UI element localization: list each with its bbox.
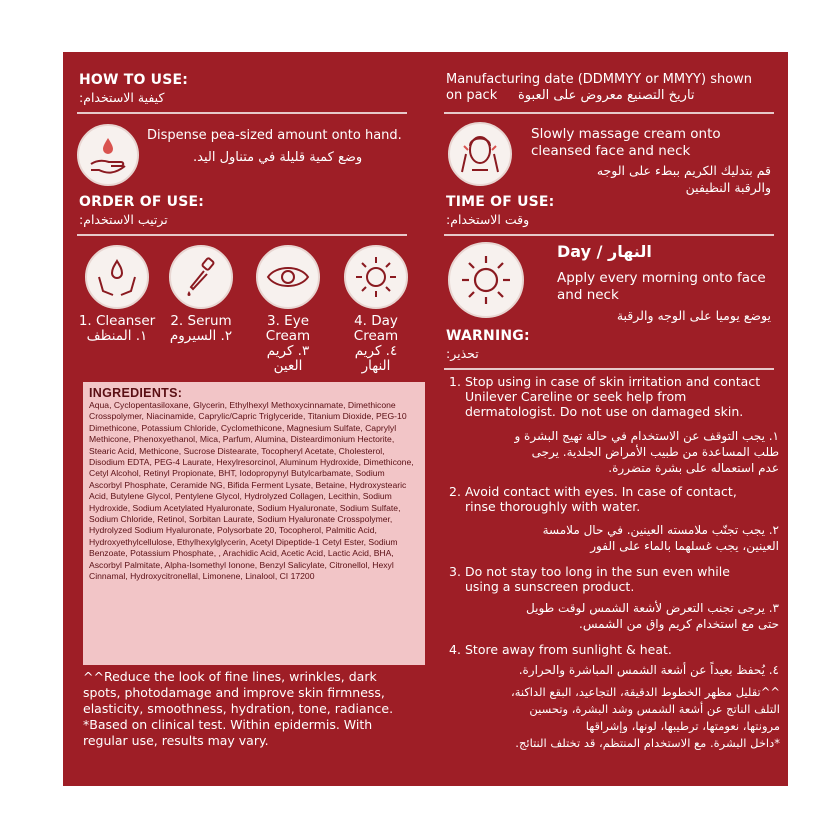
order-of-use-title-ar: ترتيب الاستخدام: — [79, 212, 168, 227]
warning-item-2-ar — [449, 522, 779, 554]
cleanser-hands-icon — [85, 245, 149, 309]
massage-line-1: Slowly massage cream onto — [531, 126, 721, 142]
manufacturing-date-ar: تاريخ التصنيع معروض على العبوة — [518, 88, 695, 103]
divider — [77, 234, 407, 236]
claims-line-5: regular use, results may vary. — [83, 733, 269, 748]
warning-item-3-ar — [449, 600, 779, 632]
massage-ar-line-2: والرقبة النظيفين — [685, 180, 771, 195]
warning-item-2-ar-line-2: العينين، يجب غسلهما بالماء على الفور — [590, 539, 779, 553]
claims-line-2: spots, photodamage and improve skin firmness, — [83, 685, 385, 700]
apply-line-1: Apply every morning onto face — [557, 270, 766, 286]
apply-text-ar: يوضع يوميا على الوجه والرقبة — [616, 308, 771, 323]
apply-text — [557, 270, 766, 304]
claims-text-ar — [446, 684, 780, 752]
warning-item-1-ar — [449, 428, 779, 476]
warning-item-3-ar-line-2: حتى مع استخدام كريم واق من الشمس. — [579, 617, 779, 631]
warning-title-ar: تحذير: — [446, 346, 479, 361]
ingredients-list: Aqua, Cyclopentasiloxane, Glycerin, Ethylhexyl Methoxycinnamate, Dimethicone Crosspolymer, Niacinamide, Caprylic/Capric Triglyceride, Titanium Dioxide, PEG-10 Dimethicone, Potassium Chloride, Cyclomethicone, Magnesium Sulfate, Caprylyl Methicone, Phenoxyethanol, Mica, Parfum, Alumina, Disteardimonium Hectorite, Stearic Acid, Methicone, Sucrose Distearate, Tocopheryl Acetate, Cholesterol, Disodium EDTA, PEG-4 Laurate, Hexylresorcinol, Aluminum Hydroxide, Dimethicone, Cetyl Alcohol, Retinyl Propionate, BHT, Iodopropynyl Butylcarbamate, Sodium Ascorbyl Phosphate, Ceramide NG, Bifida Ferment Lysate, Betaine, Hydroxystearic Acid, Butylene Glycol, Pentylene Glycol, Hydrolyzed Collagen, Lecithin, Sodium Hydroxide, Sodium Acetylated Hyaluronate, Sodium Hyaluronate, Sodium Sulfate, Sodium Chloride, Retinol, Sorbitan Laurate, Sodium Hyaluronate Crosspolymer, Hydrolyzed Sodium Hyaluronate, Polysorbate 20, Tocopherol, Palmitic Acid, Hydroxyethylcellulose, Ethylhexylglycerin, Acetyl Dipeptide-1 Cetyl Ester, Sodium Benzoate, Potassium Phosphate, , Arachidic Acid, Acetic Acid, Lactic Acid, BHA, Ascorbyl Palmitate, Alpha-Isomethyl Ionone, Benzyl Salicylate, Citronellol, Hexyl Cinnamal, Hydroxycitronellal, Limonene, Linalool, CI 17200 — [89, 400, 414, 582]
step-day-cream-ar1: ٤. كريم — [354, 343, 398, 359]
warning-item-4 — [449, 642, 779, 658]
claims-ar-line-3: مرونتها، نعومتها، ترطيبها، لونها، وإشراقها — [585, 719, 780, 733]
step-serum-en: 2. Serum — [170, 313, 232, 329]
time-of-use-title: TIME OF USE: — [446, 194, 555, 210]
claims-ar-line-4: *داخل البشرة. مع الاستخدام المنتظم، قد تختلف النتائج. — [515, 736, 780, 750]
warning-item-3 — [449, 564, 779, 596]
dispense-text: Dispense pea-sized amount onto hand. — [147, 128, 402, 143]
ingredients-title: INGREDIENTS: — [89, 386, 183, 400]
eye-icon — [256, 245, 320, 309]
warning-title: WARNING: — [446, 328, 530, 344]
warning-item-1-line-2: Unilever Careline or seek help from — [465, 389, 687, 404]
warning-item-4-line-1: Store away from sunlight & heat. — [465, 642, 672, 657]
step-day-cream-en2: Cream — [353, 328, 399, 344]
massage-text-ar — [531, 162, 771, 196]
claims-line-4: *Based on clinical test. Within epidermis. With — [83, 717, 373, 732]
warning-item-4-en — [465, 642, 672, 657]
massage-line-2: cleansed face and neck — [531, 143, 691, 159]
warning-item-1-ar-line-3: عدم استعماله على بشرة متضررة. — [608, 461, 779, 475]
order-of-use-title: ORDER OF USE: — [79, 194, 205, 210]
warning-item-2 — [449, 484, 779, 516]
manufacturing-date-text: Manufacturing date (DDMMYY or MMYY) shown — [446, 72, 753, 87]
step-day-cream-en1: 4. Day — [354, 313, 398, 329]
warning-item-2-num: 2. — [449, 484, 461, 499]
warning-item-2-ar-line-1: ٢. يجب تجنّب ملامسته العينين. في حال ملامسة — [542, 523, 779, 537]
warning-item-1-num: 1. — [449, 374, 461, 389]
day-sun-icon — [448, 242, 524, 318]
warning-item-1 — [449, 374, 779, 422]
step-cleanser-en: 1. Cleanser — [78, 313, 156, 329]
warning-item-3-en — [465, 564, 730, 594]
divider — [444, 368, 774, 370]
claims-ar-line-2: التلف الناتج عن أشعة الشمس وشد البشرة، وتحسين — [529, 702, 780, 716]
how-to-use-title: HOW TO USE: — [79, 72, 189, 88]
divider — [444, 234, 774, 236]
warning-item-3-line-1: Do not stay too long in the sun even while — [465, 564, 730, 579]
step-cleanser — [73, 314, 161, 344]
serum-dropper-icon — [169, 245, 233, 309]
step-eye-cream — [244, 314, 332, 374]
warning-item-2-line-2: rinse thoroughly with water. — [465, 499, 641, 514]
step-eye-cream-en1: 3. Eye — [267, 313, 309, 329]
warning-item-3-num: 3. — [449, 564, 461, 579]
warning-item-1-ar-line-2: طلب المساعدة من طبيب الأمراض الجلدية. يرجى — [531, 445, 779, 459]
step-cleanser-ar: ١. المنظف — [86, 328, 148, 344]
warning-item-1-line-1: Stop using in case of skin irritation and contact — [465, 374, 761, 389]
warning-item-1-line-3: dermatologist. Do not use on damaged skin. — [465, 404, 744, 419]
divider — [77, 112, 407, 114]
day-label: Day / النهار — [557, 242, 652, 261]
claims-ar-line-1: ^^تقليل مظهر الخطوط الدقيقة، التجاعيد، البقع الداكنة، — [510, 685, 780, 699]
apply-line-2: and neck — [557, 287, 619, 303]
claims-line-3: elasticity, smoothness, hydration, tone, radiance. — [83, 701, 394, 716]
step-serum — [157, 314, 245, 344]
step-day-cream — [332, 314, 420, 374]
warning-item-1-ar-line-1: ١. يجب التوقف عن الاستخدام في حالة تهيج البشرة و — [514, 429, 779, 443]
hand-drop-icon — [77, 124, 139, 186]
face-massage-icon — [448, 122, 512, 186]
dispense-text-ar: وضع كمية قليلة في متناول اليد. — [193, 150, 363, 165]
divider — [444, 112, 774, 114]
warning-item-2-en — [465, 484, 737, 514]
warning-item-2-line-1: Avoid contact with eyes. In case of contact, — [465, 484, 737, 499]
time-of-use-title-ar: وقت الاستخدام: — [446, 212, 530, 227]
step-eye-cream-ar1: ٣. كريم — [266, 343, 310, 359]
sun-icon — [344, 245, 408, 309]
step-day-cream-ar2: النهار — [361, 358, 391, 374]
how-to-use-title-ar: كيفية الاستخدام: — [79, 90, 165, 105]
claims-text — [83, 669, 433, 749]
step-eye-cream-ar2: العين — [273, 358, 303, 374]
step-serum-ar: ٢. السيروم — [169, 328, 233, 344]
step-eye-cream-en2: Cream — [265, 328, 311, 344]
massage-text — [531, 126, 721, 160]
product-box-panel — [63, 52, 788, 786]
ingredients-box — [83, 382, 425, 665]
warning-item-3-ar-line-1: ٣. يرجى تجنب التعرض لأشعة الشمس لوقت طويل — [526, 601, 779, 615]
warning-item-4-ar: ٤. يُحفظ بعيداً عن أشعة الشمس المباشرة والحرارة. — [518, 663, 779, 677]
warning-item-3-line-2: using a sunscreen product. — [465, 579, 635, 594]
warning-item-4-num: 4. — [449, 642, 461, 657]
claims-line-1: ^^Reduce the look of fine lines, wrinkles, dark — [83, 669, 377, 684]
massage-ar-line-1: قم بتدليك الكريم ببطء على الوجه — [596, 163, 771, 178]
manufacturing-date-text-2: on pack — [446, 88, 498, 103]
warning-item-1-en — [465, 374, 760, 419]
